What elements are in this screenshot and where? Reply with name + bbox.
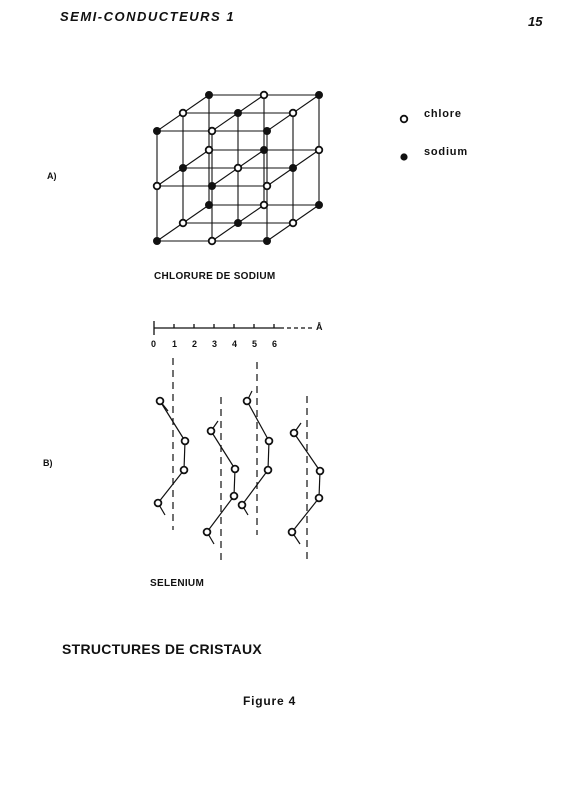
legend-label-sodium: sodium — [424, 146, 468, 158]
selenium-bond — [247, 401, 269, 441]
selenium-atom — [204, 529, 211, 536]
selenium-atom — [157, 398, 164, 405]
selenium-atom — [239, 502, 246, 509]
section-title: STRUCTURES DE CRISTAUX — [62, 641, 263, 657]
scale-tick-1: 1 — [172, 339, 178, 349]
selenium-atom — [317, 468, 324, 475]
selenium-bond — [268, 441, 269, 470]
scale-tick-0: 0 — [151, 339, 157, 349]
selenium-bond — [158, 470, 184, 503]
selenium-atom — [208, 428, 215, 435]
panel-b-label: B) — [43, 458, 53, 468]
scale-tick-6: 6 — [272, 339, 278, 349]
scale-unit: Å — [316, 322, 323, 332]
scale-tick-3: 3 — [212, 339, 218, 349]
selenium-atom — [289, 529, 296, 536]
panel-a-label: A) — [47, 171, 57, 181]
selenium-atom — [181, 467, 188, 474]
selenium-atom — [265, 467, 272, 474]
selenium-atom — [266, 438, 273, 445]
selenium-atom — [244, 398, 251, 405]
panel-b-caption: SELENIUM — [150, 578, 205, 589]
legend-label-chlore: chlore — [424, 108, 462, 120]
selenium-atom — [316, 495, 323, 502]
selenium-bond — [184, 441, 185, 470]
selenium-atom — [155, 500, 162, 507]
selenium-bond — [242, 470, 268, 505]
scale-tick-5: 5 — [252, 339, 258, 349]
selenium-atom — [182, 438, 189, 445]
selenium-atom — [232, 466, 239, 473]
figure-label: Figure 4 — [243, 694, 297, 708]
panel-a-caption: CHLORURE DE SODIUM — [154, 271, 276, 282]
selenium-bond — [292, 498, 319, 532]
selenium-bond — [207, 496, 234, 532]
selenium-atom — [231, 493, 238, 500]
selenium-atom — [291, 430, 298, 437]
scale-tick-2: 2 — [192, 339, 198, 349]
scale-tick-4: 4 — [232, 339, 238, 349]
selenium-bond — [211, 431, 235, 469]
header-title: SEMI-CONDUCTEURS 1 — [60, 9, 236, 24]
page-number: 15 — [528, 14, 543, 29]
